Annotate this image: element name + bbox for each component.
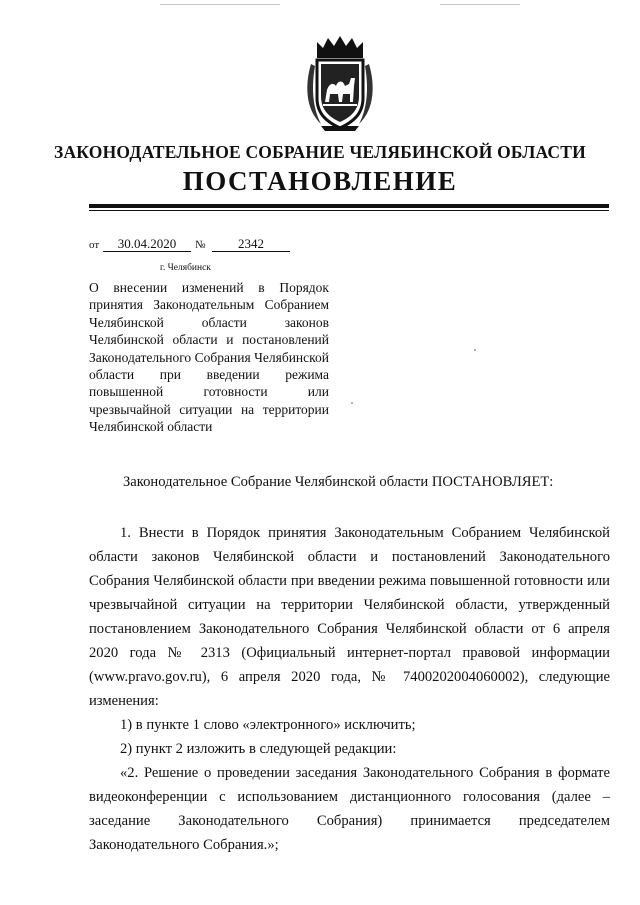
coat-of-arms-icon [303, 34, 377, 132]
header-divider [89, 204, 609, 208]
organization-name: ЗАКОНОДАТЕЛЬНОЕ СОБРАНИЕ ЧЕЛЯБИНСКОЙ ОБЛАСТИ [54, 142, 586, 162]
document-body [89, 470, 610, 857]
document-subject: О внесении изменений в Порядок принятия Законодательным Собранием Челябинской области законов Челябинской области и постановлений Законодательного Собрания Челябинской области при введении режима повышенной готовности или чрезвычайной ситуации на территории Челябинской области [89, 280, 329, 435]
decree-line: Законодательное Собрание Челябинской области ПОСТАНОВЛЯЕТ: [123, 474, 554, 490]
header-divider-thin [89, 210, 609, 211]
paragraph: 2) пункт 2 изложить в следующей редакции: [120, 741, 397, 757]
document-type: ПОСТАНОВЛЕНИЕ [182, 166, 458, 196]
scan-artifact-line [160, 4, 280, 5]
date-label: от [89, 239, 100, 251]
number-label: № [195, 239, 206, 251]
document-date: 30.04.2020 [103, 236, 191, 252]
document-number: 2342 [212, 236, 290, 252]
paragraph: «2. Решение о проведении заседания Законодательного Собрания в формате видеоконференции с использованием дистанционного голосования (далее – заседание Законодательного Собрания) принимается председателем Законодательного Собрания.»; [89, 765, 610, 853]
document-place: г. Челябинск [160, 263, 211, 273]
scan-artifact-line [440, 4, 520, 5]
paragraph: 1. Внести в Порядок принятия Законодательным Собранием Челябинской области законов Челябинской области и постановлений Законодательного Собрания Челябинской области при введении режима повышенной готовности или чрезвычайной ситуации на территории Челябинской области, утвержденный постановлением Законодательного Собрания Челябинской области от 6 апреля 2020 года № 2313 (Официальный интернет-портал правовой информации (www.pravo.gov.ru), 6 апреля 2020 года, № 7400202004060002), следующие изменения: [89, 525, 610, 709]
scan-speck [351, 402, 353, 404]
paragraph: 1) в пункте 1 слово «электронного» исключить; [120, 717, 416, 733]
scan-speck [474, 349, 476, 351]
